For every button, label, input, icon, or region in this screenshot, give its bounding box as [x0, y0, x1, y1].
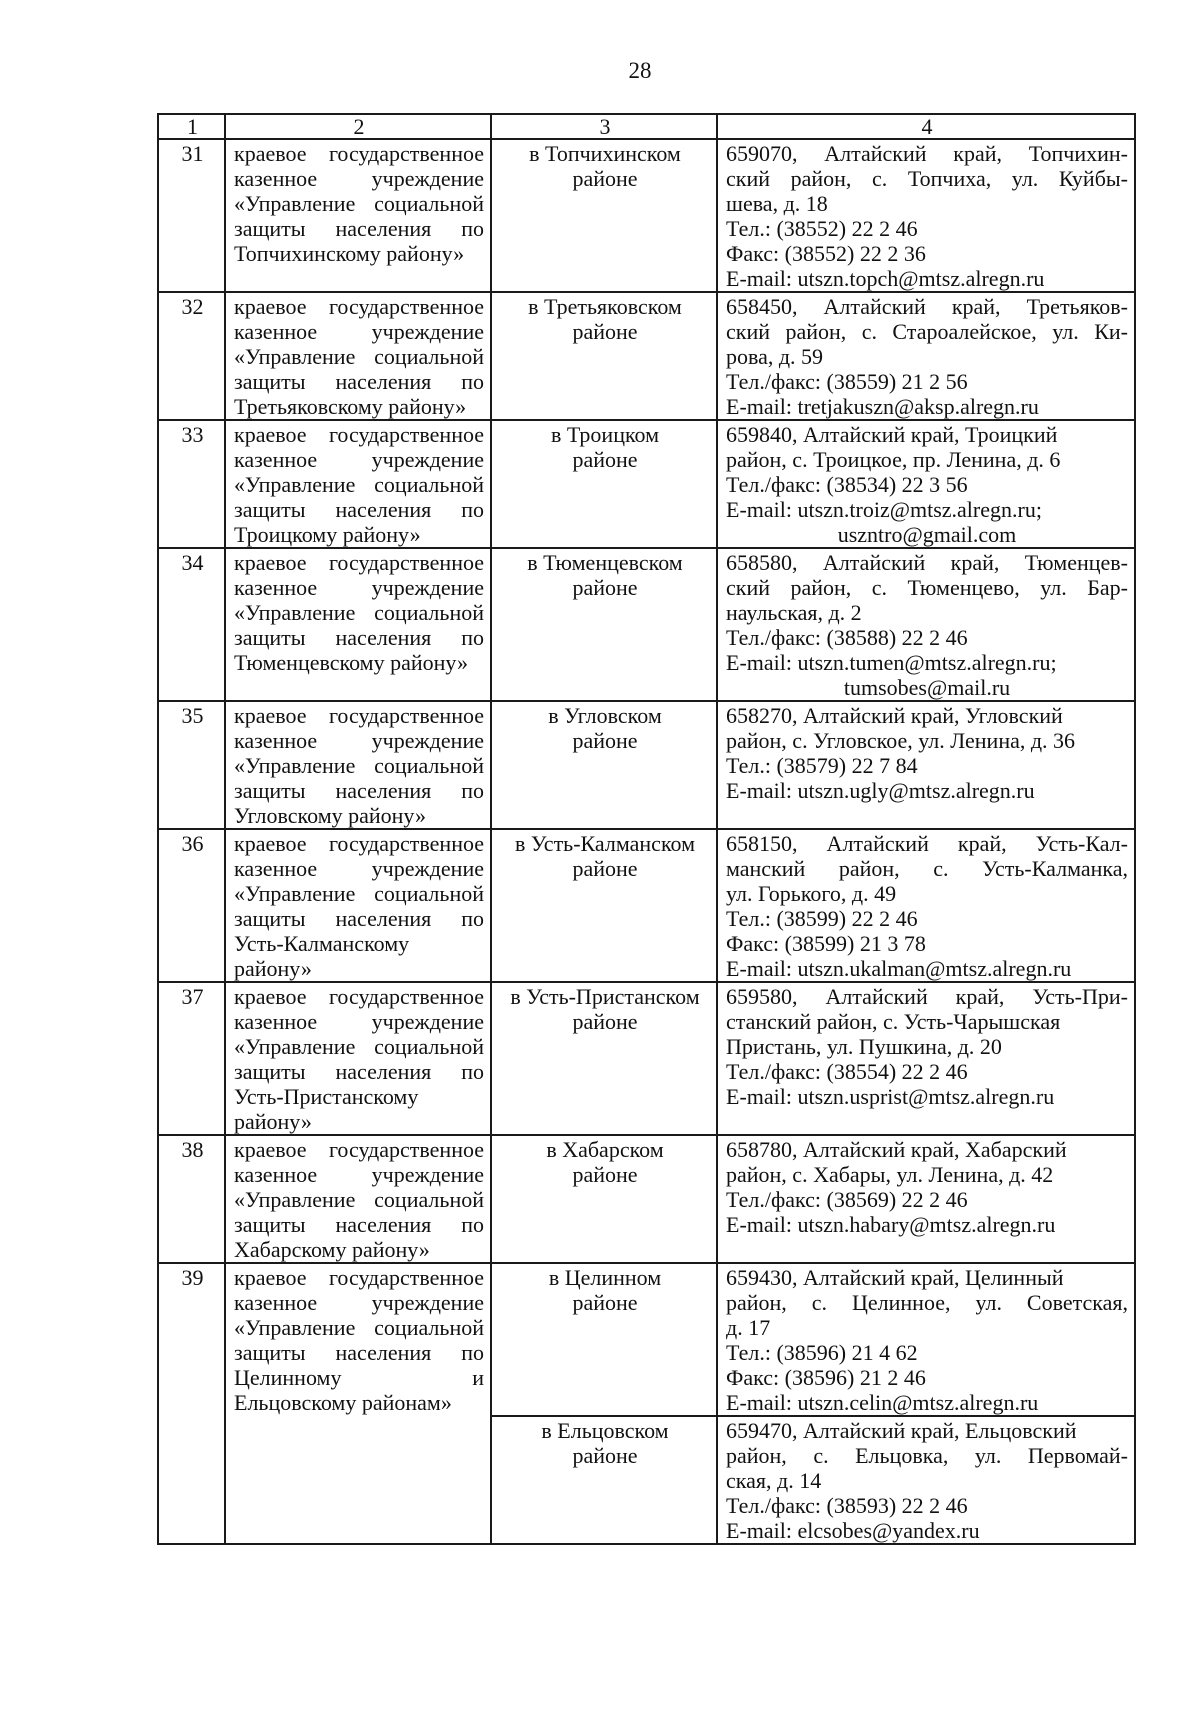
service-area — [491, 1135, 717, 1263]
email-line: E-mail: utszn.troiz@mtsz.alregn.ru; — [726, 497, 1042, 522]
row-number: 31 — [158, 139, 225, 292]
institution-name: краевое государственное казенное учреждение «Управление социальной защиты населения по Усть-Пристанскому району» — [225, 982, 491, 1135]
address-line: район, с. Троицкое, пр. Ленина, д. 6 — [726, 447, 1061, 472]
table-row — [158, 292, 1135, 420]
address-line: 658580, Алтайский край, Тюменцев- — [726, 550, 1128, 575]
service-area — [491, 701, 717, 829]
contact-details — [717, 982, 1135, 1135]
contact-details — [717, 420, 1135, 548]
service-area — [491, 982, 717, 1135]
contact-details — [717, 548, 1135, 701]
email-line: E-mail: utszn.tumen@mtsz.alregn.ru; — [726, 650, 1057, 675]
address-line: район, с. Ельцовка, ул. Первомай- — [726, 1443, 1128, 1468]
service-area-line: в Третьяковском — [528, 294, 682, 319]
contact-details — [717, 829, 1135, 982]
contact-details — [717, 701, 1135, 829]
address-line: наульская, д. 2 — [726, 600, 862, 625]
phone-line: Тел.: (38596) 21 4 62 — [726, 1340, 918, 1365]
address-line: ская, д. 14 — [726, 1468, 822, 1493]
email-line: E-mail: utszn.habary@mtsz.alregn.ru — [726, 1212, 1056, 1237]
email-line: E-mail: elcsobes@yandex.ru — [726, 1518, 980, 1543]
address-line: ский район, с. Староалейское, ул. Ки- — [726, 319, 1128, 344]
address-line: ский район, с. Топчиха, ул. Куйбы- — [726, 166, 1128, 191]
address-line: 659430, Алтайский край, Целинный — [726, 1265, 1064, 1290]
institution-name: краевое государственное казенное учреждение «Управление социальной защиты населения по Тюменцевскому району» — [225, 548, 491, 701]
institution-name: краевое государственное казенное учреждение «Управление социальной защиты населения по Третьяковскому району» — [225, 292, 491, 420]
phone-line: Тел.: (38552) 22 2 46 — [726, 216, 918, 241]
service-area-line: в Целинном — [548, 1265, 662, 1290]
address-line: 659840, Алтайский край, Троицкий — [726, 422, 1058, 447]
row-number: 37 — [158, 982, 225, 1135]
service-area-line: в Хабарском — [546, 1137, 664, 1162]
service-area-line: районе — [572, 447, 638, 472]
address-line: 659070, Алтайский край, Топчихин- — [726, 141, 1128, 166]
email-line: uszntro@gmail.com — [837, 522, 1017, 547]
phone-line: Факс: (38599) 21 3 78 — [726, 931, 926, 956]
column-header-2: 2 — [225, 114, 491, 139]
address-line: 658270, Алтайский край, Угловский — [726, 703, 1063, 728]
service-area-line: в Тюменцевском — [527, 550, 683, 575]
column-header-3: 3 — [491, 114, 717, 139]
institution-name: краевое государственное казенное учреждение «Управление социальной защиты населения по Угловскому району» — [225, 701, 491, 829]
email-line: E-mail: utszn.ugly@mtsz.alregn.ru — [726, 778, 1035, 803]
service-area-line: районе — [572, 728, 638, 753]
address-line: 659580, Алтайский край, Усть-При- — [726, 984, 1128, 1009]
column-header-1: 1 — [158, 114, 225, 139]
service-area-line: районе — [572, 1162, 638, 1187]
address-line: манский район, с. Усть-Калманка, — [726, 856, 1128, 881]
service-area-line: районе — [572, 1443, 638, 1468]
phone-line: Тел./факс: (38534) 22 3 56 — [726, 472, 968, 497]
service-area-line: районе — [572, 166, 638, 191]
table-row — [158, 701, 1135, 829]
address-line: 658450, Алтайский край, Третьяков- — [726, 294, 1128, 319]
service-area-line: в Троицком — [550, 422, 660, 447]
contact-details — [717, 1135, 1135, 1263]
address-line: 659470, Алтайский край, Ельцовский — [726, 1418, 1077, 1443]
row-number: 38 — [158, 1135, 225, 1263]
address-line: шева, д. 18 — [726, 191, 828, 216]
service-area-line: районе — [572, 1290, 638, 1315]
email-line: E-mail: utszn.celin@mtsz.alregn.ru — [726, 1390, 1039, 1415]
service-area — [491, 1263, 717, 1416]
table-body — [158, 114, 1135, 1544]
table-row — [158, 548, 1135, 701]
column-header-4: 4 — [717, 114, 1135, 139]
phone-line: Тел.: (38579) 22 7 84 — [726, 753, 918, 778]
email-line: E-mail: utszn.topch@mtsz.alregn.ru — [726, 266, 1045, 291]
service-area-line: в Усть-Калманском — [514, 831, 696, 856]
address-line: рова, д. 59 — [726, 344, 824, 369]
service-area — [491, 829, 717, 982]
table-row — [158, 1263, 1135, 1416]
service-area-line: районе — [572, 319, 638, 344]
service-area-line: в Топчихинском — [529, 141, 681, 166]
service-area-line: в Ельцовском — [541, 1418, 669, 1443]
service-area — [491, 420, 717, 548]
service-area — [491, 1416, 717, 1544]
address-line: станский район, с. Усть-Чарышская — [726, 1009, 1061, 1034]
phone-line: Тел./факс: (38559) 21 2 56 — [726, 369, 968, 394]
contact-details — [717, 139, 1135, 292]
institution-name: краевое государственное казенное учреждение «Управление социальной защиты населения по Хабарскому району» — [225, 1135, 491, 1263]
service-area-line: районе — [572, 575, 638, 600]
row-number: 39 — [158, 1263, 225, 1544]
phone-line: Тел.: (38599) 22 2 46 — [726, 906, 918, 931]
row-number: 35 — [158, 701, 225, 829]
email-line: E-mail: utszn.usprist@mtsz.alregn.ru — [726, 1084, 1055, 1109]
address-line: 658780, Алтайский край, Хабарский — [726, 1137, 1067, 1162]
address-line: район, с. Угловское, ул. Ленина, д. 36 — [726, 728, 1076, 753]
phone-line: Тел./факс: (38554) 22 2 46 — [726, 1059, 968, 1084]
table-row — [158, 420, 1135, 548]
row-number: 34 — [158, 548, 225, 701]
service-area-line: в Усть-Пристанском — [510, 984, 700, 1009]
phone-line: Факс: (38596) 21 2 46 — [726, 1365, 926, 1390]
phone-line: Факс: (38552) 22 2 36 — [726, 241, 926, 266]
table-row — [158, 1135, 1135, 1263]
institution-name: краевое государственное казенное учреждение «Управление социальной защиты населения по Усть-Калманскому району» — [225, 829, 491, 982]
row-number: 32 — [158, 292, 225, 420]
phone-line: Тел./факс: (38588) 22 2 46 — [726, 625, 968, 650]
institution-name: краевое государственное казенное учреждение «Управление социальной защиты населения по Целинному и Ельцовскому районам» — [225, 1263, 491, 1544]
service-area-line: районе — [572, 856, 638, 881]
phone-line: Тел./факс: (38569) 22 2 46 — [726, 1187, 968, 1212]
address-line: район, с. Хабары, ул. Ленина, д. 42 — [726, 1162, 1054, 1187]
institution-name: краевое государственное казенное учреждение «Управление социальной защиты населения по Троицкому району» — [225, 420, 491, 548]
service-area-line: в Угловском — [548, 703, 662, 728]
address-line: Пристань, ул. Пушкина, д. 20 — [726, 1034, 1002, 1059]
address-line: ский район, с. Тюменцево, ул. Бар- — [726, 575, 1128, 600]
service-area — [491, 548, 717, 701]
address-line: ул. Горького, д. 49 — [726, 881, 897, 906]
table-header-row — [158, 114, 1135, 139]
phone-line: Тел./факс: (38593) 22 2 46 — [726, 1493, 968, 1518]
email-line: E-mail: tretjakuszn@aksp.alregn.ru — [726, 394, 1039, 419]
table-row — [158, 829, 1135, 982]
social-protection-offices-table — [157, 113, 1136, 1545]
contact-details — [717, 292, 1135, 420]
institution-name: краевое государственное казенное учреждение «Управление социальной защиты населения по Топчихинскому району» — [225, 139, 491, 292]
service-area — [491, 292, 717, 420]
page-number: 28 — [628, 58, 652, 83]
table-row — [158, 139, 1135, 292]
row-number: 36 — [158, 829, 225, 982]
contact-details — [717, 1263, 1135, 1416]
service-area-line: районе — [572, 1009, 638, 1034]
address-line: район, с. Целинное, ул. Советская, — [726, 1290, 1128, 1315]
email-line: tumsobes@mail.ru — [843, 675, 1011, 700]
table-row — [158, 982, 1135, 1135]
contact-details — [717, 1416, 1135, 1544]
address-line: 658150, Алтайский край, Усть-Кал- — [726, 831, 1128, 856]
address-line: д. 17 — [726, 1315, 771, 1340]
email-line: E-mail: utszn.ukalman@mtsz.alregn.ru — [726, 956, 1072, 981]
row-number: 33 — [158, 420, 225, 548]
service-area — [491, 139, 717, 292]
